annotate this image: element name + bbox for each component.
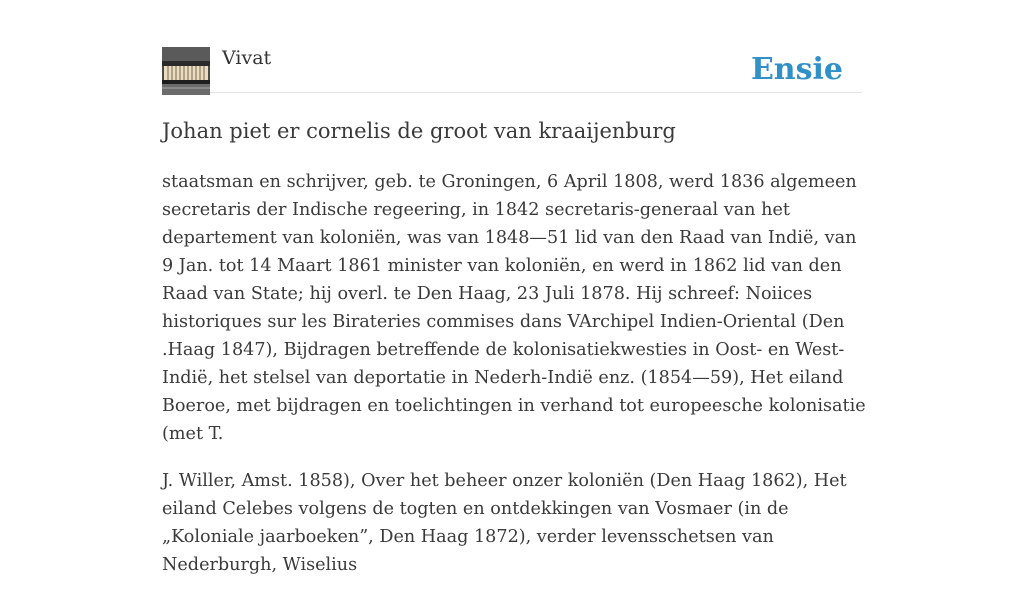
bookshelf-avatar-icon: [162, 47, 210, 95]
article-title: Johan piet er cornelis de groot van kraaijenburg: [162, 119, 676, 143]
avatar[interactable]: [162, 47, 210, 95]
author-name[interactable]: Vivat: [222, 47, 272, 69]
article-body: [162, 168, 868, 598]
brand-logo[interactable]: Ensie: [750, 52, 843, 87]
article-paragraph: J. Willer, Amst. 1858), Over het beheer onzer koloniën (Den Haag 1862), Het eiland Celebes volgens de togten en ontdekkingen van Vosmaer (in de „Koloniale jaarboeken”, Den Haag 1872), verder levensschetsen van Nederburgh, Wiselius: [162, 471, 847, 575]
article-paragraph: staatsman en schrijver, geb. te Groningen, 6 April 1808, werd 1836 algemeen secretaris der Indische regeering, in 1842 secretaris-generaal van het departement van koloniën, was van 1848—51 lid van den Raad van Indië, van 9 Jan. tot 14 Maart 1861 minister van koloniën, en werd in 1862 lid van den Raad van State; hij overl. te Den Haag, 23 Juli 1878. Hij schreef: Noiices historiques sur les Birateries commises dans VArchipel Indien-Oriental (Den .Haag 1847), Bijdragen betreffende de kolonisatiekwesties in Oost- en West-Indië, het stelsel van deportatie in Nederh-Indië enz. (1854—59), Het eiland Boeroe, met bijdragen en toelichtingen in verhand tot europeesche kolonisatie (met T.: [162, 172, 866, 444]
header: [162, 46, 862, 93]
